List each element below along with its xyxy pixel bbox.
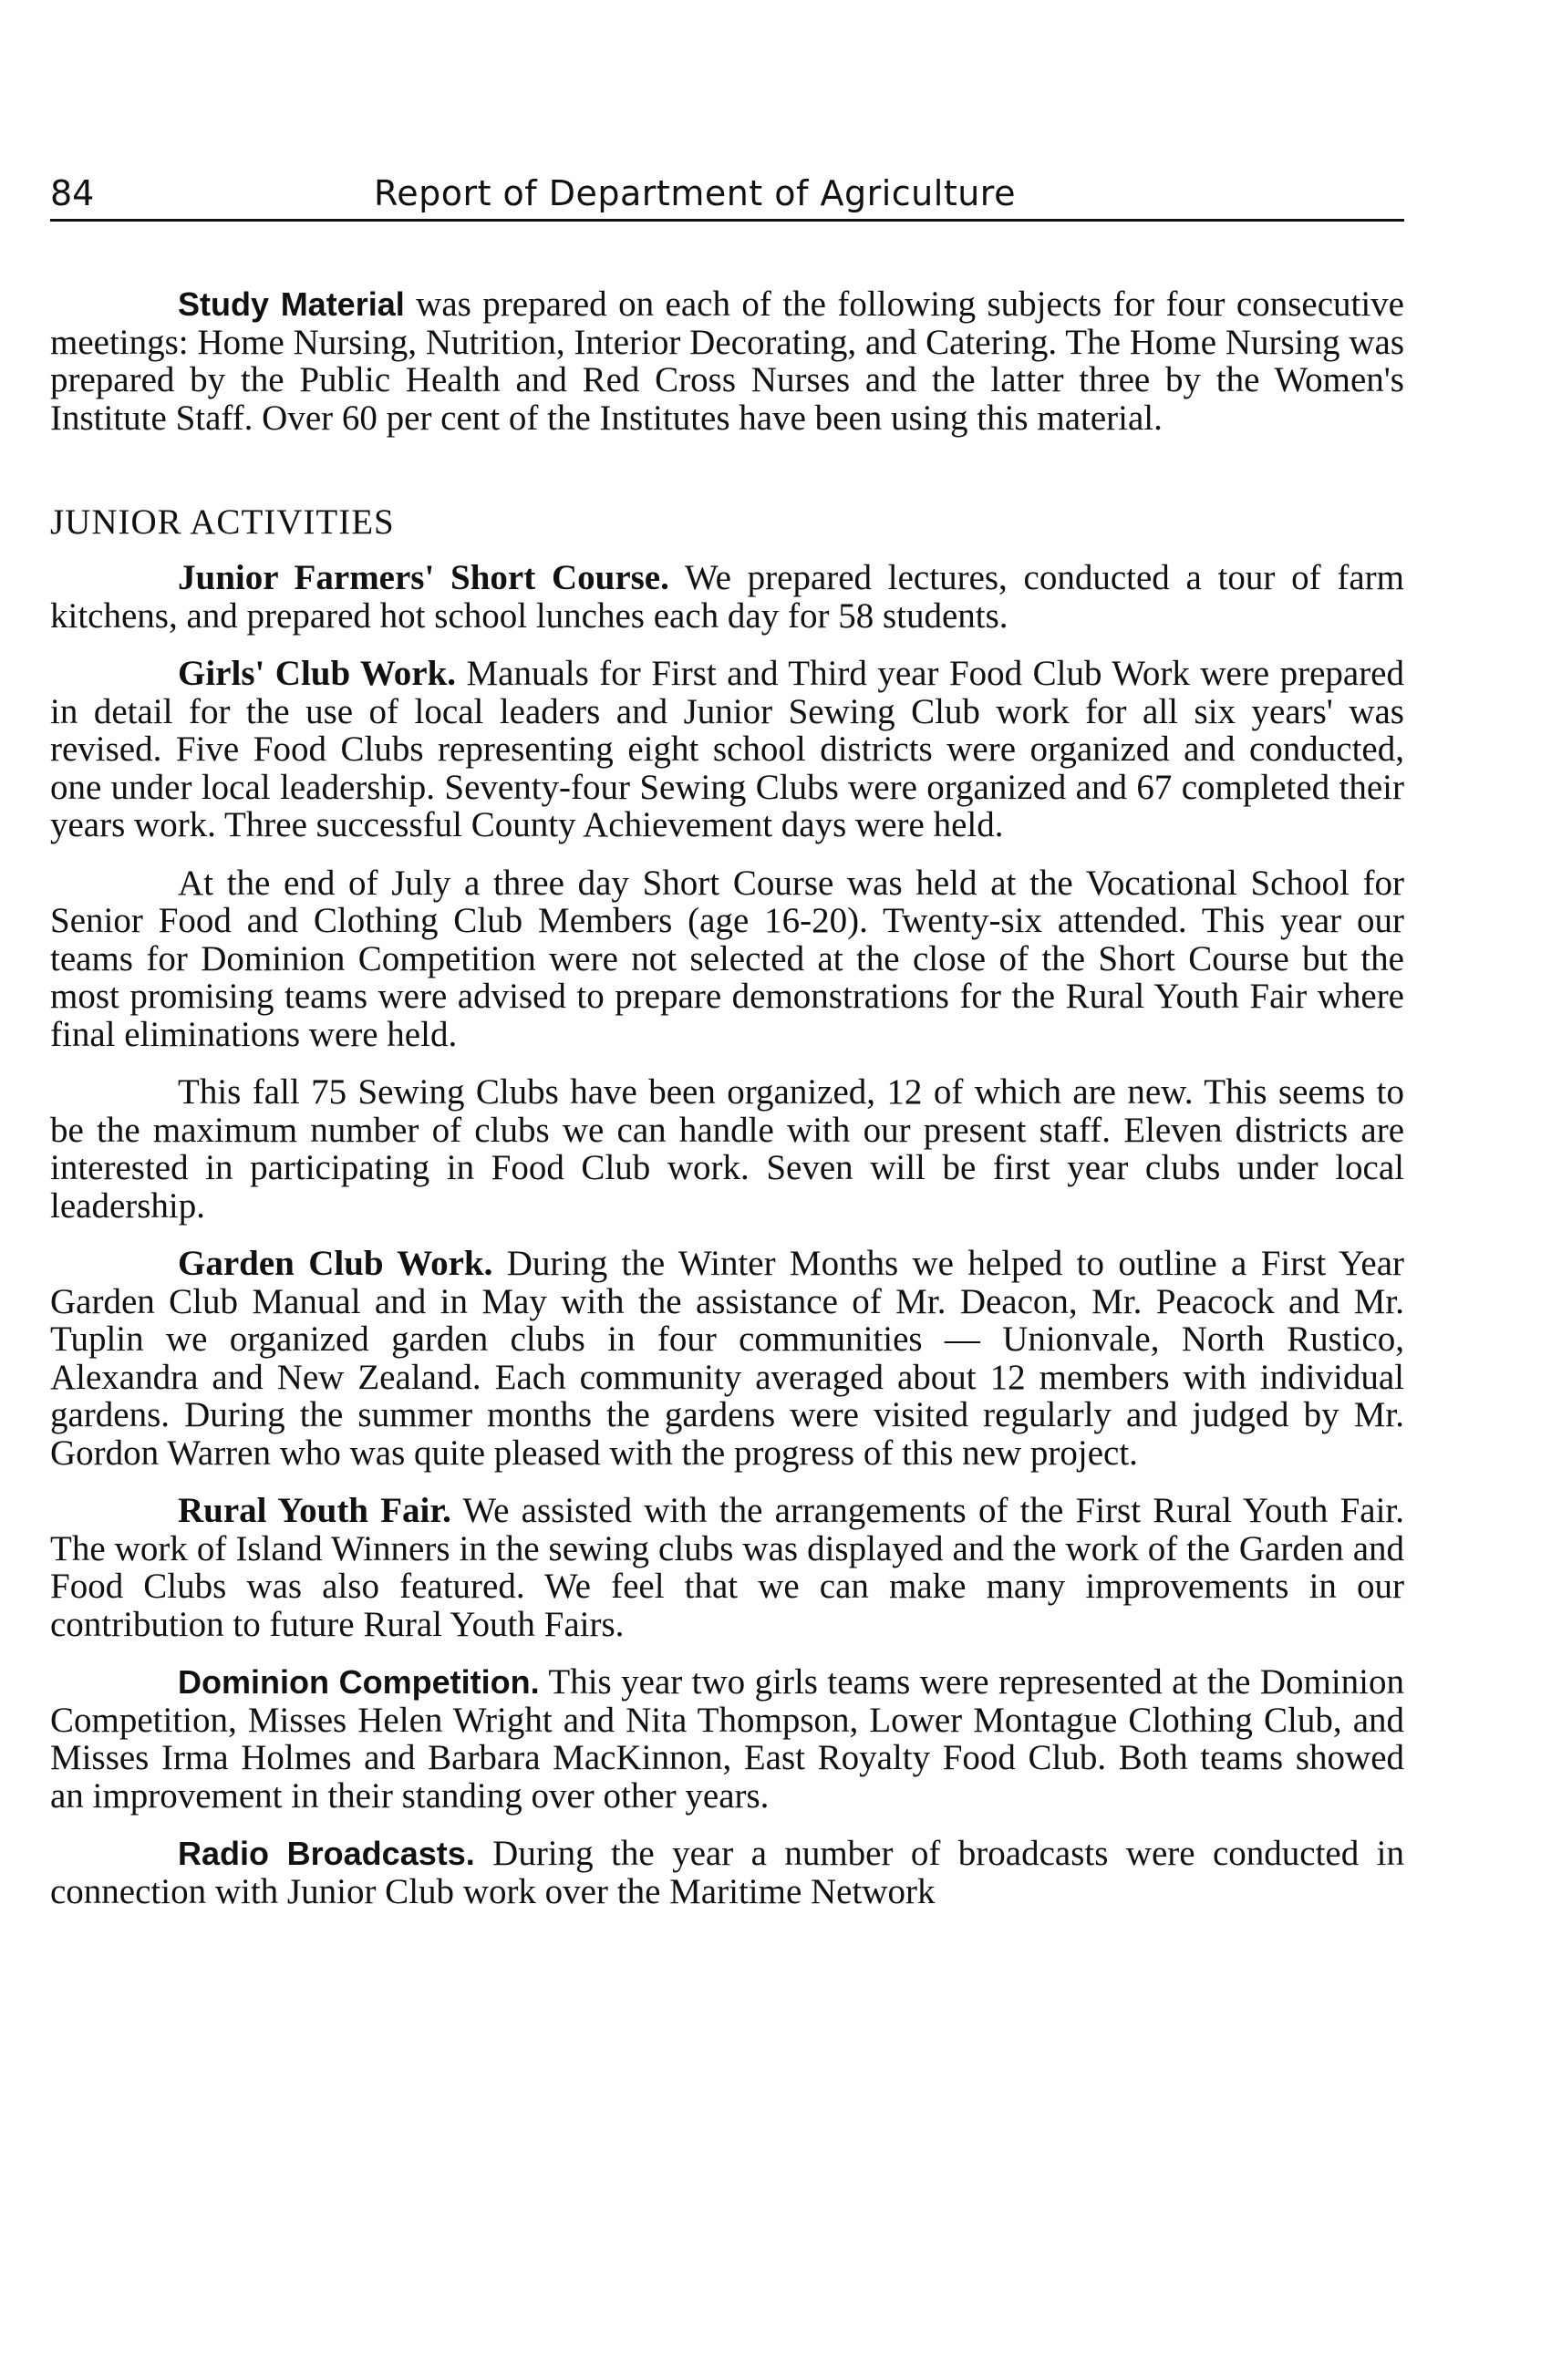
run-in-heading: Dominion Competition. <box>178 1663 540 1701</box>
running-head <box>50 164 1404 222</box>
paragraph-text: During the year a number of broadcasts were conducted in connection with Junior Club work over the Maritime Network <box>50 1834 1404 1911</box>
page <box>50 164 1404 1910</box>
run-in-heading: Junior Farmers' Short Course. <box>178 558 669 597</box>
section-heading: JUNIOR ACTIVITIES <box>50 502 395 542</box>
paragraph-text: was prepared on each of the following subjects for four consecutive meetings: Home Nursing, Nutrition, Interior Decorating, and Catering. The Home Nursing was prepared by the Public Health and Red Cross Nurses and the latter three by the Women's Institute Staff. Over 60 per cent of the Institutes have been using this material. <box>50 285 1404 438</box>
page-number: 84 <box>50 173 95 213</box>
paragraph-text: We assisted with the arrangements of the First Rural Youth Fair. The work of Island Winners in the sewing clubs was displayed and the work of the Garden and Food Clubs was also featured. We feel that we can make many improvements in our contribution to future Rural Youth Fairs. <box>50 1491 1404 1644</box>
paragraph-dominion-competition <box>50 1663 1404 1815</box>
paragraph-study-material <box>50 285 1404 437</box>
paragraph-junior-farmers <box>50 559 1404 635</box>
paragraph-rural-youth-fair <box>50 1492 1404 1643</box>
run-in-heading: Radio Broadcasts. <box>178 1835 475 1872</box>
paragraph-text: Manuals for First and Third year Food Club Work were prepared in detail for the use of local leaders and Junior Sewing Club work for all six years' was revised. Five Food Clubs representing eight school districts were organized and conducted, one under local leadership. Seventy-four Sewing Clubs were organized and 67 completed their years work. Three successful County Achievement days were held. <box>50 654 1404 844</box>
paragraph-sewing-clubs <box>50 1073 1404 1225</box>
run-in-heading: Rural Youth Fair. <box>178 1491 451 1530</box>
paragraph-text: This year two girls teams were represented at the Dominion Competition, Misses Helen Wright and Nita Thompson, Lower Montague Clothing Club, and Misses Irma Holmes and Barbara MacKinnon, East Royalty Food Club. Both teams showed an improvement in their standing over other years. <box>50 1662 1404 1816</box>
running-title: Report of Department of Agriculture <box>374 173 1016 213</box>
run-in-heading: Study Material <box>178 285 405 323</box>
run-in-heading: Garden Club Work. <box>178 1244 493 1283</box>
paragraph-short-course <box>50 864 1404 1054</box>
paragraph-garden-club-work <box>50 1245 1404 1472</box>
run-in-heading: Girls' Club Work. <box>178 654 457 693</box>
paragraph-text: During the Winter Months we helped to outline a First Year Garden Club Manual and in May with the assistance of Mr. Deacon, Mr. Peacock and Mr. Tuplin we organized garden clubs in four communities — Unionvale, North Rustico, Alexandra and New Zealand. Each community averaged about 12 members with individual gardens. During the summer months the gardens were visited regularly and judged by Mr. Gordon Warren who was quite pleased with the progress of this new project. <box>50 1244 1404 1473</box>
paragraph-text: At the end of July a three day Short Course was held at the Vocational School for Senior Food and Clothing Club Members (age 16-20). Twenty-six attended. This year our teams for Dominion Competition were not selected at the close of the Short Course but the most promising teams were advised to prepare demonstrations for the Rural Youth Fair where final eliminations were held. <box>50 863 1404 1054</box>
paragraph-text: This fall 75 Sewing Clubs have been organized, 12 of which are new. This seems to be the maximum number of clubs we can handle with our present staff. Eleven districts are interested in participating in Food Club work. Seven will be first year clubs under local leadership. <box>50 1072 1404 1226</box>
paragraph-radio-broadcasts <box>50 1835 1404 1910</box>
paragraph-text: We prepared lectures, conducted a tour of farm kitchens, and prepared hot school lunches each day for 58 students. <box>50 558 1405 636</box>
paragraph-girls-club-work <box>50 655 1404 844</box>
